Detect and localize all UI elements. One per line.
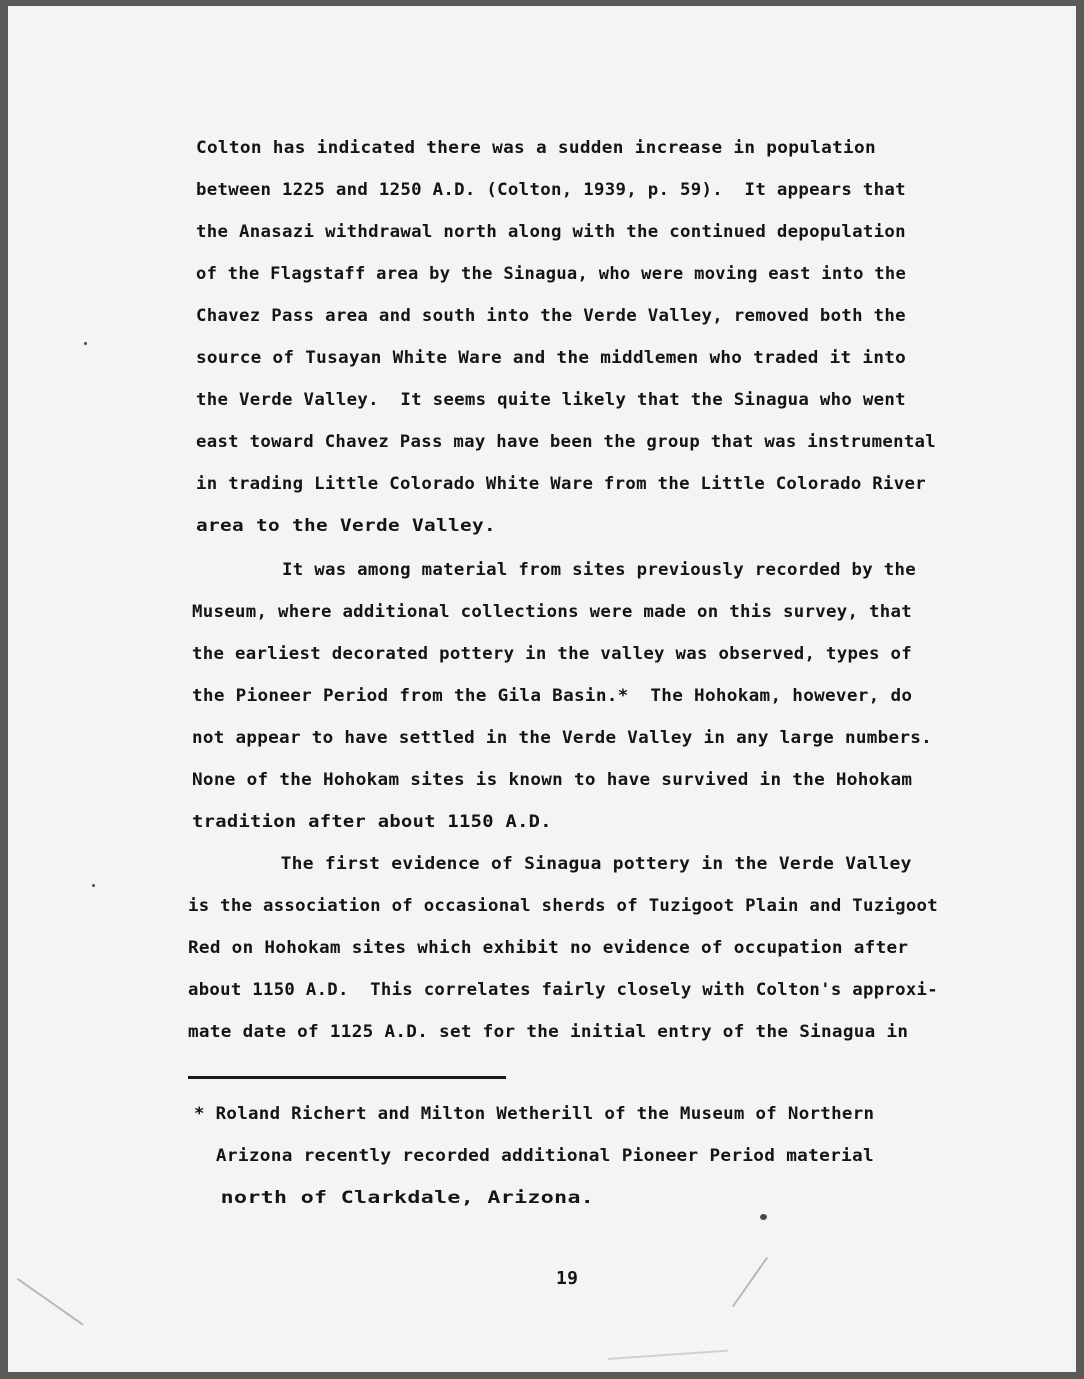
body-line-18: The first evidence of Sinagua pottery in the Verde Valley [192,854,912,874]
body-line-6: source of Tusayan White Ware and the middlemen who traded it into [196,348,907,368]
body-line-10: area to the Verde Valley. [196,516,496,536]
body-line-5: Chavez Pass area and south into the Verde Valley, removed both the [196,306,906,326]
body-line-9: in trading Little Colorado White Ware from the Little Colorado River [196,474,926,494]
scan-speck [760,1214,767,1220]
body-line-7: the Verde Valley. It seems quite likely that the Sinagua who went [196,390,906,410]
scan-scratch [608,1350,728,1360]
body-line-1: Colton has indicated there was a sudden increase in population [196,138,876,158]
footnote-line-3: north of Clarkdale, Arizona. [194,1188,595,1208]
footnote-rule [188,1076,506,1079]
body-line-15: not appear to have settled in the Verde Valley in any large numbers. [192,728,933,748]
body-line-19: is the association of occasional sherds of Tuzigoot Plain and Tuzigoot [188,896,938,916]
document-page [8,6,1076,1372]
body-line-17: tradition after about 1150 A.D. [192,812,552,832]
scan-scratch [17,1278,84,1326]
body-line-20: Red on Hohokam sites which exhibit no evidence of occupation after [188,938,909,958]
body-line-11: It was among material from sites previously recorded by the [196,560,916,580]
body-line-4: of the Flagstaff area by the Sinagua, who were moving east into the [196,264,907,284]
body-line-21: about 1150 A.D. This correlates fairly closely with Colton's approxi- [188,980,938,1000]
footnote-line-1: * Roland Richert and Milton Wetherill of the Museum of Northern [194,1104,875,1124]
body-line-13: the earliest decorated pottery in the valley was observed, types of [192,644,912,664]
body-line-2: between 1225 and 1250 A.D. (Colton, 1939, p. 59). It appears that [196,180,906,200]
body-line-14: the Pioneer Period from the Gila Basin.* The Hohokam, however, do [192,686,913,706]
body-line-3: the Anasazi withdrawal north along with the continued depopulation [196,222,906,242]
body-line-22: mate date of 1125 A.D. set for the initial entry of the Sinagua in [188,1022,909,1042]
scan-speck [92,884,95,887]
scan-speck [84,342,87,345]
footnote-line-2: Arizona recently recorded additional Pioneer Period material [194,1146,874,1166]
body-line-16: None of the Hohokam sites is known to have survived in the Hohokam [192,770,913,790]
page-number: 19 [556,1268,579,1289]
body-line-8: east toward Chavez Pass may have been the group that was instrumental [196,432,936,452]
scan-scratch [732,1257,768,1307]
body-line-12: Museum, where additional collections were made on this survey, that [192,602,912,622]
